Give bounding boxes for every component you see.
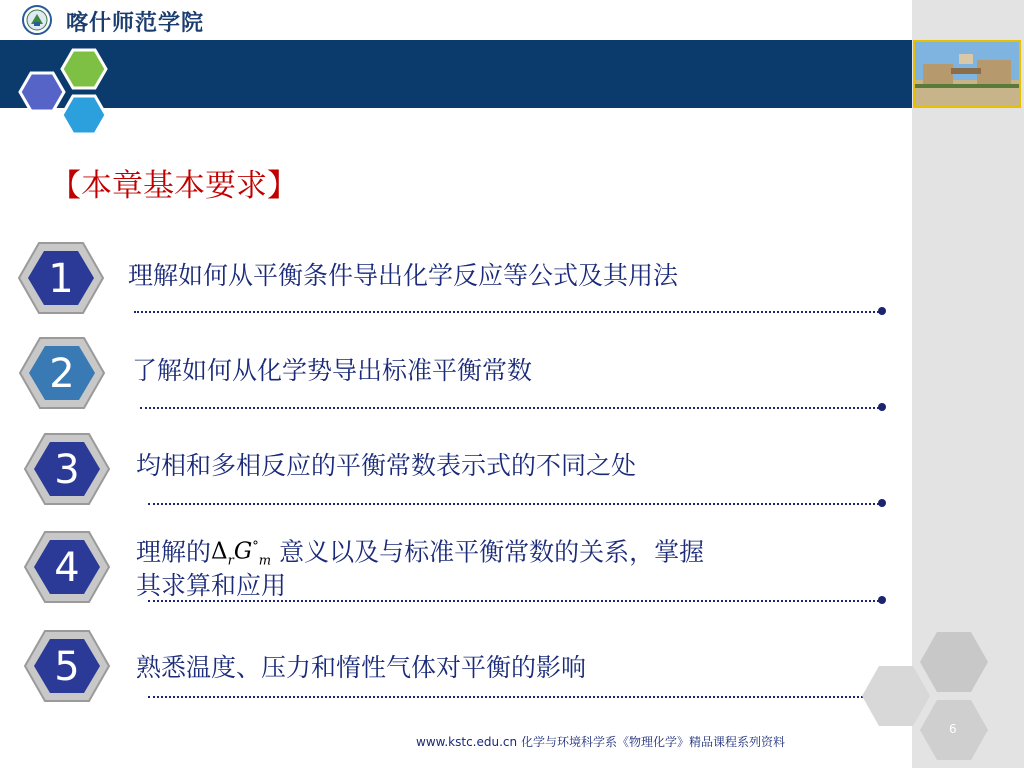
number-badge-3 [22,430,112,508]
footer-description: 化学与环境科学系《物理化学》精品课程系列资料 [520,735,785,749]
requirement-item-2: 了解如何从化学势导出标准平衡常数 [132,356,533,385]
school-emblem-icon [22,5,52,35]
dotted-divider-3 [148,503,879,505]
footer-url: www.kstc.edu.cn [416,735,518,749]
divider-end-dot-2 [878,403,886,411]
number-badge-1 [16,239,106,317]
decorative-hexagons [10,45,120,145]
svg-text:3: 3 [54,447,80,493]
dotted-divider-1 [134,311,879,313]
item-4-text-after: 意义以及与标准平衡常数的关系，掌握 [279,537,705,567]
campus-gate-photo [913,40,1021,108]
number-badge-5 [22,627,112,705]
svg-text:4: 4 [54,545,80,591]
dotted-divider-4 [148,600,879,602]
delta-r-g-m-formula: $\Delta_rG^\circ_m$ [211,538,272,569]
header-banner [0,40,912,108]
top-header-bar [0,0,912,40]
footer-decorative-hexagons [858,630,998,768]
divider-end-dot-1 [878,307,886,315]
requirement-item-5: 熟悉温度、压力和惰性气体对平衡的影响 [136,653,587,682]
number-badge-4 [22,528,112,606]
requirement-item-1: 理解如何从平衡条件导出化学反应等公式及其用法 [128,261,679,290]
number-badge-2 [17,334,107,412]
item-4-text-before: 理解的 [136,537,212,567]
section-heading: 【本章基本要求】 [50,168,298,204]
divider-end-dot-3 [878,499,886,507]
footer-caption [416,733,785,750]
page-number: 6 [949,722,957,736]
requirement-item-4-line2: 其求算和应用 [136,571,287,600]
dotted-divider-2 [140,407,879,409]
school-name: 喀什师范学院 [66,10,205,36]
svg-text:1: 1 [48,256,74,302]
requirement-item-3: 均相和多相反应的平衡常数表示式的不同之处 [136,451,637,480]
dotted-divider-5 [148,696,879,698]
divider-end-dot-4 [878,596,886,604]
svg-text:5: 5 [54,644,80,690]
svg-text:2: 2 [49,351,75,397]
